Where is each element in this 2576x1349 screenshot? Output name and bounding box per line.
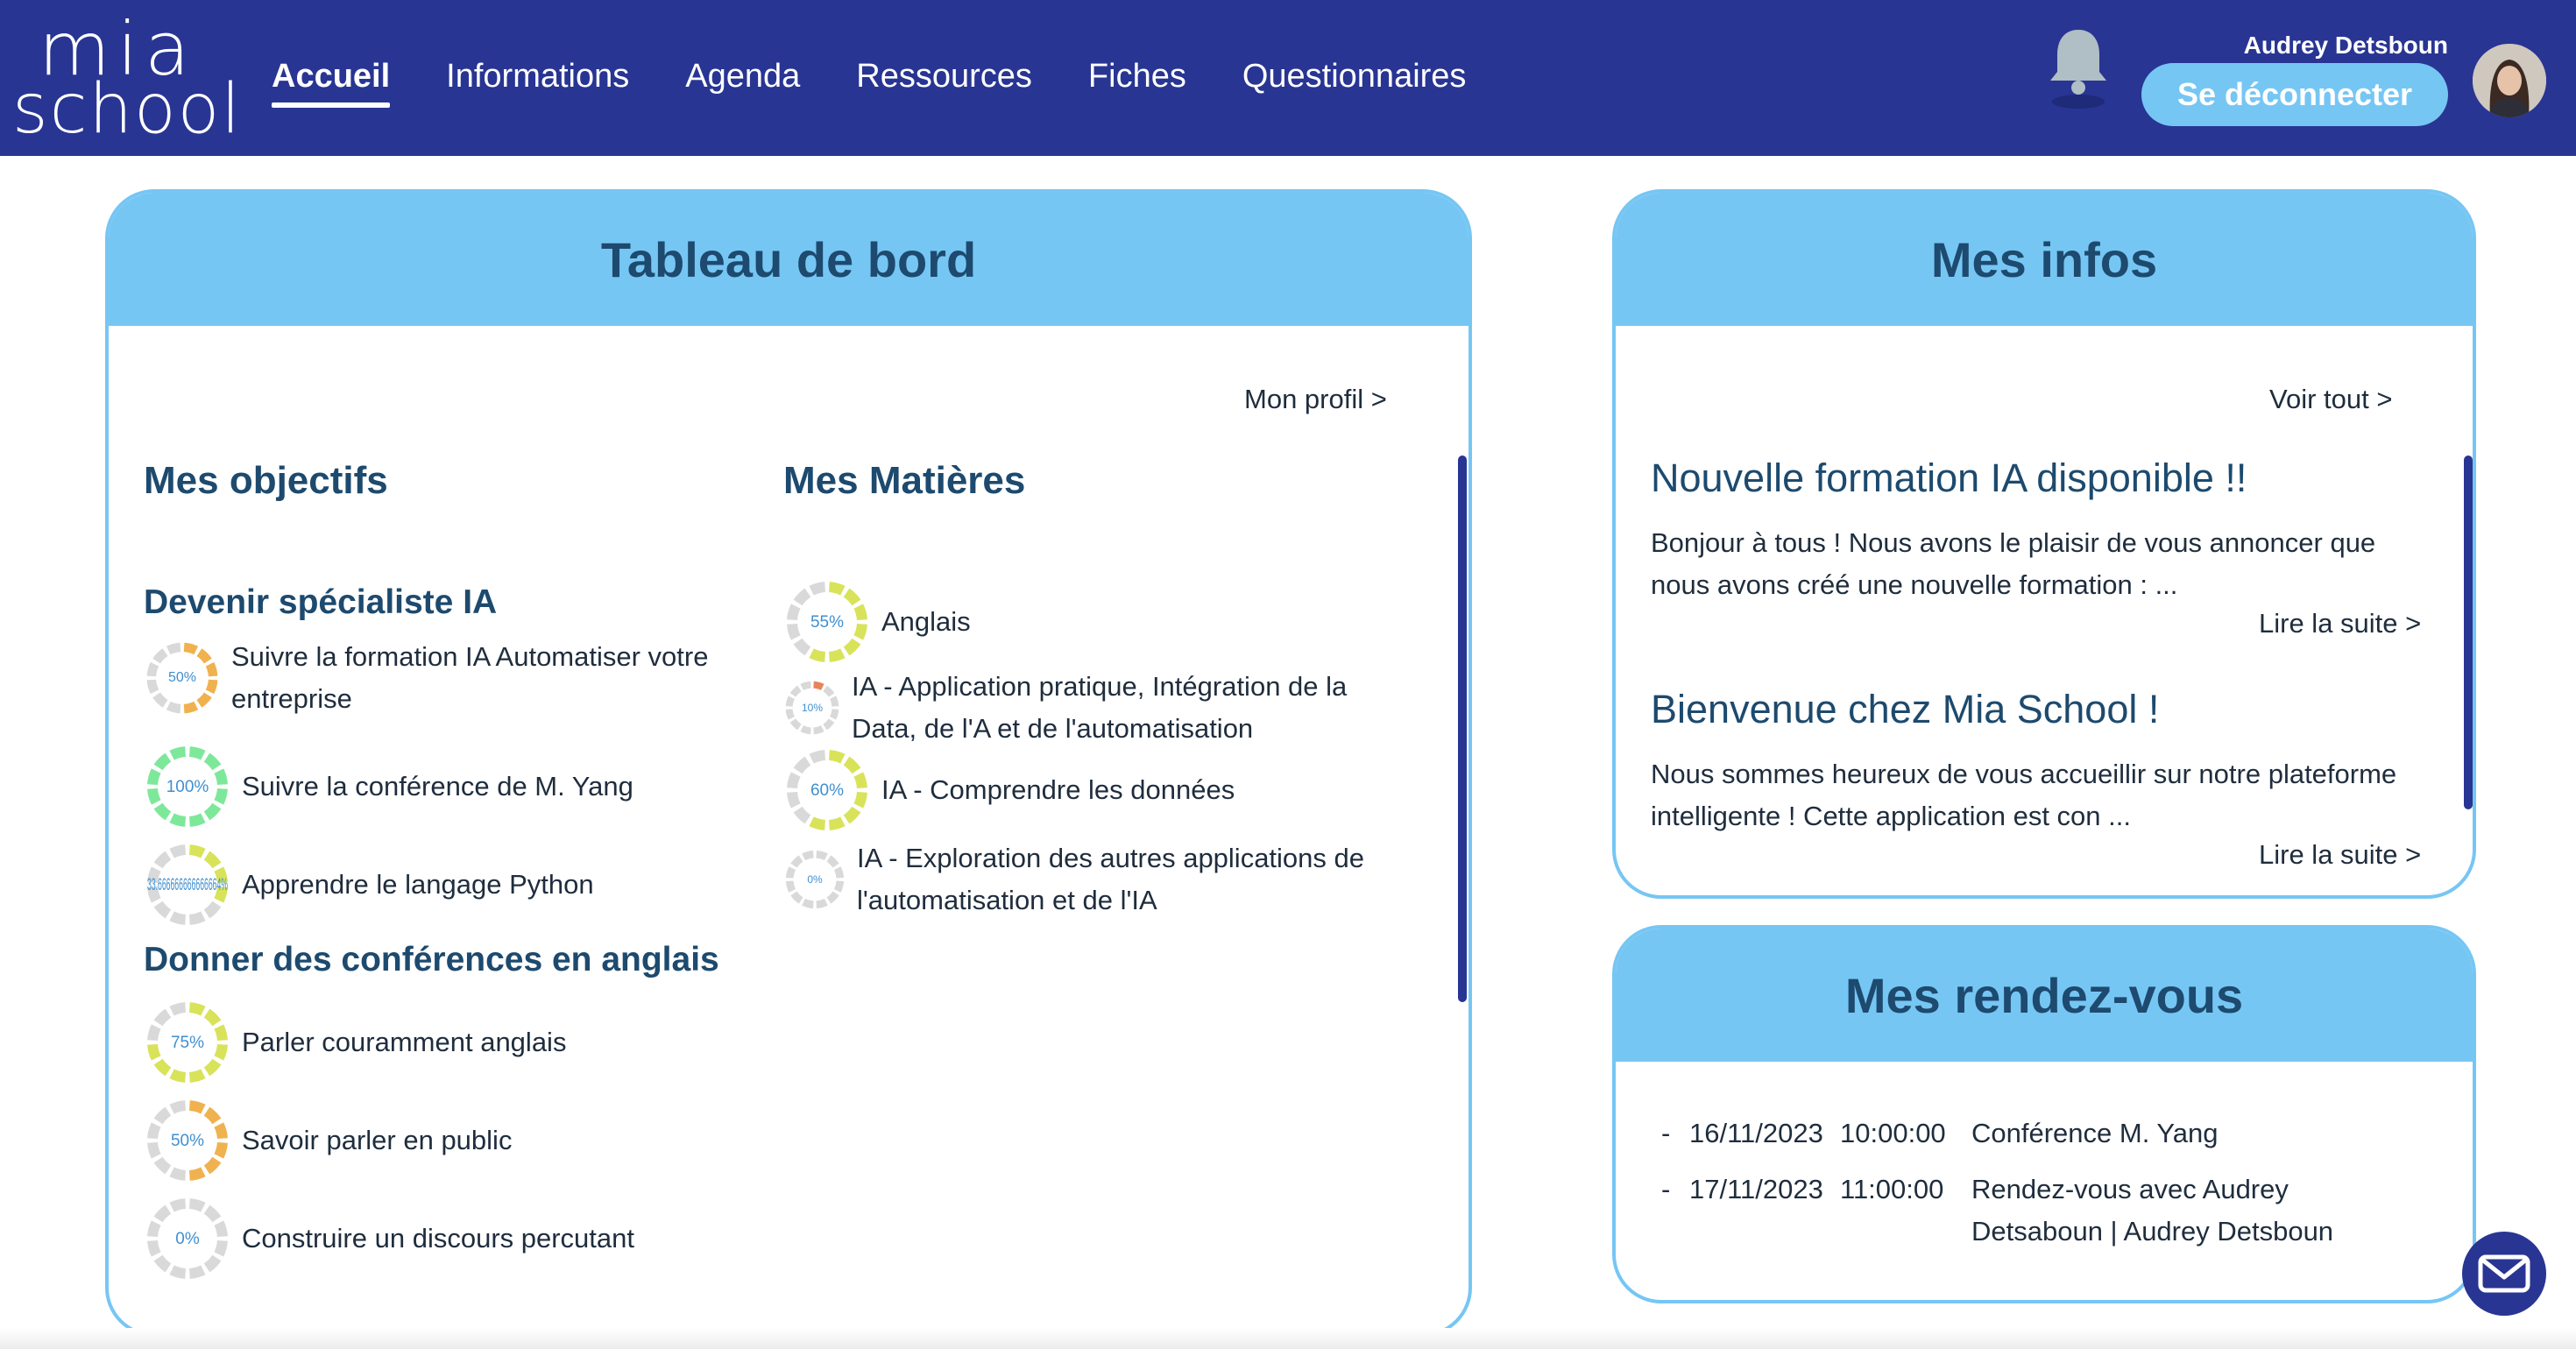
objective-label: Suivre la conférence de M. Yang <box>242 771 633 802</box>
ring-segment <box>793 721 799 727</box>
appointment-label: Conférence M. Yang <box>1971 1118 2219 1148</box>
ring-segment <box>207 856 216 865</box>
ring-segment <box>172 1074 185 1077</box>
ring-segment <box>172 850 185 853</box>
svg-text:0%: 0% <box>807 873 823 886</box>
ring-segment <box>817 902 826 905</box>
ring-segment <box>207 758 216 767</box>
ring-segment <box>219 1223 223 1236</box>
ring-segment <box>172 1105 185 1109</box>
appointment-time: 11:00:00 <box>1840 1174 1944 1204</box>
ring-segment <box>189 818 202 822</box>
appointment-date: 16/11/2023 <box>1689 1118 1823 1148</box>
ring-segment <box>846 809 856 819</box>
dashboard-title: Tableau de bord <box>600 231 977 287</box>
ring-segment <box>207 1112 216 1121</box>
nav-fiches[interactable]: Fiches <box>1087 57 1186 95</box>
see-all-link[interactable]: Voir tout > <box>2269 384 2393 414</box>
ring-segment <box>207 806 216 816</box>
svg-text:60%: 60% <box>810 781 845 800</box>
subjects-title: Mes Matières <box>783 459 1026 502</box>
ring-segment <box>209 680 213 692</box>
news-title[interactable]: Bienvenue chez Mia School ! <box>1651 687 2160 731</box>
progress-ring <box>144 999 231 1086</box>
ring-segment <box>207 1014 216 1023</box>
ring-segment <box>859 624 862 637</box>
ring-segment <box>846 641 856 651</box>
svg-text:33.666666666666664%: 33.666666666666664% <box>147 876 229 894</box>
ring-segment <box>219 1240 223 1254</box>
ring-segment <box>829 822 842 825</box>
ring-segment <box>152 1027 156 1040</box>
logo-line-mia: mia <box>39 6 197 92</box>
ring-segment <box>814 685 823 688</box>
objective-item[interactable] <box>144 636 722 720</box>
ring-segment <box>798 761 808 771</box>
ring-segment <box>207 1062 216 1071</box>
progress-ring <box>783 578 871 666</box>
ring-segment <box>159 1014 168 1023</box>
read-more-link[interactable]: Lire la suite > <box>2259 608 2422 639</box>
ring-segment <box>219 788 223 802</box>
appointment-row[interactable] <box>1661 1112 2450 1155</box>
ring-segment <box>811 587 824 590</box>
ring-segment <box>838 868 840 878</box>
ring-segment <box>189 1172 202 1176</box>
objective-item[interactable] <box>144 1195 722 1282</box>
ring-segment <box>152 771 156 784</box>
read-more-link[interactable]: Lire la suite > <box>2259 839 2422 870</box>
ring-segment <box>152 788 156 802</box>
ring-segment <box>792 792 796 805</box>
subject-label: IA - Comprendre les données <box>881 774 1235 805</box>
ring-segment <box>794 893 801 901</box>
ring-segment <box>172 1204 185 1207</box>
ring-segment <box>792 606 796 619</box>
objective-item[interactable] <box>144 1097 722 1184</box>
ring-segment <box>159 904 168 914</box>
appointments-header <box>1616 929 2473 1062</box>
dashboard-header <box>109 193 1468 326</box>
ring-segment <box>159 1112 168 1121</box>
nav-agenda[interactable]: Agenda <box>685 57 801 95</box>
ring-segment <box>168 705 180 709</box>
ring-segment <box>814 729 823 731</box>
svg-text:10%: 10% <box>801 702 824 714</box>
ring-segment <box>789 881 792 891</box>
progress-ring <box>144 1097 231 1184</box>
ring-segment <box>859 792 862 805</box>
infos-card <box>1612 189 2476 899</box>
subject-label: IA - Exploration des autres applications de l'automatisation et de l'IA <box>857 843 1365 915</box>
dashboard-card <box>105 189 1472 1337</box>
ring-segment <box>189 752 202 755</box>
user-name: Audrey Detsboun <box>2243 32 2448 59</box>
news-body: Nous sommes heureux de vous accueillir sur notre plateforme intelligente ! Cette application est con ... <box>1651 759 2397 831</box>
ring-segment <box>172 1270 185 1274</box>
ring-segment <box>817 854 826 857</box>
ring-segment <box>792 774 796 788</box>
profile-link[interactable]: Mon profil > <box>1244 384 1387 414</box>
ring-segment <box>159 856 168 865</box>
appointment-date: 17/11/2023 <box>1689 1174 1823 1204</box>
dashboard-scrollbar[interactable] <box>1458 456 1467 1002</box>
user-avatar[interactable] <box>2473 44 2546 117</box>
nav-accueil[interactable]: Accueil <box>272 58 390 99</box>
news-body: Bonjour à tous ! Nous avons le plaisir de vous annoncer que nous avons créé une nouvelle formation : ... <box>1651 527 2376 600</box>
nav-ressources[interactable]: Ressources <box>856 57 1032 95</box>
ring-segment <box>189 916 202 920</box>
nav-questionnaires[interactable]: Questionnaires <box>1242 57 1467 95</box>
svg-text:50%: 50% <box>167 670 197 685</box>
ring-segment <box>159 758 168 767</box>
mia-school-logo[interactable] <box>12 6 249 149</box>
ring-segment <box>811 653 824 657</box>
objective-label: Apprendre le langage Python <box>242 869 594 900</box>
top-navbar <box>0 0 2576 156</box>
objective-label: Savoir parler en public <box>242 1125 513 1155</box>
svg-text:75%: 75% <box>170 1034 205 1052</box>
ring-segment <box>172 818 185 822</box>
subject-label: IA - Application pratique, Intégration de la Data, de l'A et de l'automatisation <box>852 671 1348 744</box>
objective-label: Suivre la formation IA Automatiser votre entreprise <box>231 641 709 714</box>
ring-segment <box>189 850 202 853</box>
infos-scrollbar[interactable] <box>2464 456 2473 809</box>
objective-label: Construire un discours percutant <box>242 1223 635 1254</box>
progress-ring <box>144 639 221 717</box>
ring-segment <box>802 685 810 688</box>
ring-segment <box>859 606 862 619</box>
progress-ring <box>783 679 841 737</box>
ring-segment <box>189 1204 202 1207</box>
ring-segment <box>189 1105 202 1109</box>
ring-segment <box>189 1270 202 1274</box>
main-nav <box>272 0 1522 156</box>
appointment-bullet: - <box>1661 1118 1671 1148</box>
appointment-row[interactable] <box>1661 1169 2450 1253</box>
ring-segment <box>152 1223 156 1236</box>
ring-segment <box>219 1027 223 1040</box>
ring-segment <box>159 1258 168 1268</box>
ring-segment <box>172 1172 185 1176</box>
ring-segment <box>219 771 223 784</box>
appointment-bullet: - <box>1661 1174 1671 1204</box>
subject-item[interactable] <box>783 666 1397 750</box>
ring-segment <box>833 697 836 706</box>
ring-segment <box>159 1160 168 1169</box>
objective-group-title: Devenir spécialiste IA <box>144 583 498 621</box>
ring-segment <box>219 1044 223 1057</box>
ring-segment <box>152 1125 156 1138</box>
ring-segment <box>846 761 856 771</box>
ring-segment <box>184 705 196 709</box>
ring-segment <box>172 916 185 920</box>
subject-label: Anglais <box>881 606 971 637</box>
ring-segment <box>811 822 824 825</box>
ring-segment <box>207 904 216 914</box>
ring-segment <box>825 721 832 727</box>
objective-label: Parler couramment anglais <box>242 1027 567 1057</box>
ring-segment <box>189 1007 202 1011</box>
ring-segment <box>168 647 180 651</box>
ring-segment <box>184 647 196 651</box>
ring-segment <box>199 695 208 703</box>
ring-segment <box>846 593 856 603</box>
ring-segment <box>829 587 842 590</box>
ring-segment <box>159 1062 168 1071</box>
ring-segment <box>152 1142 156 1155</box>
ring-segment <box>152 664 155 676</box>
ring-segment <box>207 1210 216 1219</box>
ring-segment <box>802 729 810 731</box>
ring-segment <box>152 1240 156 1254</box>
ring-segment <box>207 1258 216 1268</box>
progress-ring <box>144 841 231 929</box>
ring-segment <box>798 593 808 603</box>
ring-segment <box>833 710 836 718</box>
ring-segment <box>789 868 792 878</box>
objective-item[interactable] <box>144 743 722 830</box>
ring-segment <box>798 641 808 651</box>
appointment-time: 10:00:00 <box>1840 1118 1946 1148</box>
ring-segment <box>207 1160 216 1169</box>
ring-segment <box>219 1142 223 1155</box>
progress-ring <box>144 743 231 830</box>
logo-line-school: school <box>12 70 243 149</box>
ring-segment <box>199 653 208 661</box>
svg-text:100%: 100% <box>166 778 209 796</box>
subject-item[interactable] <box>783 578 1397 666</box>
ring-segment <box>789 710 792 718</box>
logout-button[interactable]: Se déconnecter <box>2141 63 2448 126</box>
ring-segment <box>811 755 824 759</box>
ring-segment <box>798 809 808 819</box>
ring-segment <box>829 653 842 657</box>
ring-segment <box>152 680 155 692</box>
objective-group-title: Donner des conférences en anglais <box>144 941 719 978</box>
ring-segment <box>793 689 799 695</box>
progress-ring <box>783 746 871 834</box>
ring-segment <box>803 902 813 905</box>
ring-segment <box>159 806 168 816</box>
progress-ring <box>144 1195 231 1282</box>
objective-item[interactable] <box>144 841 722 929</box>
objectives-title: Mes objectifs <box>144 459 388 502</box>
appointment-label: Rendez-vous avec Audrey Detsaboun | Audrey Detsboun <box>1971 1174 2334 1247</box>
ring-segment <box>789 697 792 706</box>
ring-segment <box>152 1044 156 1057</box>
ring-segment <box>838 881 840 891</box>
objective-item[interactable] <box>144 999 722 1086</box>
infos-header <box>1616 193 2473 326</box>
ring-segment <box>219 1125 223 1138</box>
ring-segment <box>157 695 166 703</box>
ring-segment <box>859 774 862 788</box>
ring-segment <box>172 1007 185 1011</box>
svg-text:0%: 0% <box>175 1230 200 1248</box>
appointments-title: Mes rendez-vous <box>1844 967 2244 1023</box>
ring-segment <box>189 1074 202 1077</box>
progress-ring <box>783 848 846 911</box>
ring-segment <box>829 858 836 865</box>
ring-segment <box>794 858 801 865</box>
ring-segment <box>157 653 166 661</box>
appointments-card <box>1612 925 2476 1303</box>
page-bottom-edge <box>0 1328 2576 1349</box>
ring-segment <box>829 755 842 759</box>
infos-title: Mes infos <box>1930 231 2158 287</box>
svg-text:55%: 55% <box>810 613 845 632</box>
svg-text:50%: 50% <box>170 1132 205 1150</box>
ring-segment <box>792 624 796 637</box>
ring-segment <box>159 1210 168 1219</box>
ring-segment <box>209 664 213 676</box>
subject-item[interactable] <box>783 746 1397 834</box>
ring-segment <box>172 752 185 755</box>
ring-segment <box>829 893 836 901</box>
nav-informations[interactable]: Informations <box>446 57 630 95</box>
ring-segment <box>803 854 813 857</box>
news-title[interactable]: Nouvelle formation IA disponible !! <box>1651 456 2247 500</box>
mail-icon[interactable] <box>2462 1232 2546 1316</box>
bell-icon[interactable] <box>2042 21 2115 112</box>
subject-item[interactable] <box>783 837 1414 922</box>
ring-segment <box>825 689 832 695</box>
